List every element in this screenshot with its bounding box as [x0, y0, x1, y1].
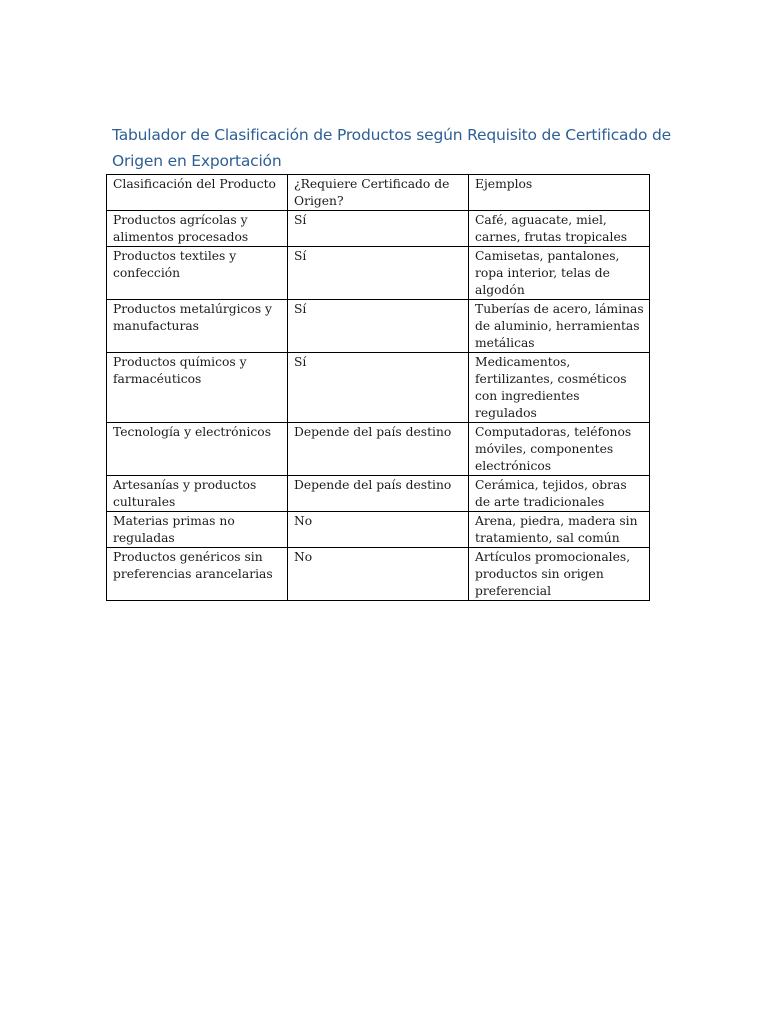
cell-examples: Café, aguacate, miel, carnes, frutas tropicales: [469, 211, 650, 247]
cell-classification: Tecnología y electrónicos: [107, 423, 288, 476]
cell-requires-certificate: Sí: [288, 211, 469, 247]
cell-examples: Artículos promocionales, productos sin origen preferencial: [469, 548, 650, 601]
cell-examples: Cerámica, tejidos, obras de arte tradicionales: [469, 476, 650, 512]
document-title: Tabulador de Clasificación de Productos según Requisito de Certificado de Origen en Exportación: [112, 126, 671, 170]
table-row: [107, 353, 650, 423]
header-classification: Clasificación del Producto: [107, 175, 288, 211]
header-requires-certificate: ¿Requiere Certificado de Origen?: [288, 175, 469, 211]
table-header-row: [107, 175, 650, 211]
cell-classification: Productos textiles y confección: [107, 247, 288, 300]
cell-classification: Productos metalúrgicos y manufacturas: [107, 300, 288, 353]
cell-classification: Productos químicos y farmacéuticos: [107, 353, 288, 423]
table-row: [107, 247, 650, 300]
table-row: [107, 548, 650, 601]
table-row: [107, 476, 650, 512]
cell-requires-certificate: Sí: [288, 300, 469, 353]
cell-examples: Computadoras, teléfonos móviles, componentes electrónicos: [469, 423, 650, 476]
cell-requires-certificate: No: [288, 512, 469, 548]
cell-classification: Productos genéricos sin preferencias arancelarias: [107, 548, 288, 601]
classification-table: [106, 174, 650, 601]
cell-requires-certificate: Depende del país destino: [288, 423, 469, 476]
cell-requires-certificate: Sí: [288, 353, 469, 423]
cell-classification: Productos agrícolas y alimentos procesados: [107, 211, 288, 247]
table-row: [107, 512, 650, 548]
cell-classification: Artesanías y productos culturales: [107, 476, 288, 512]
cell-requires-certificate: Depende del país destino: [288, 476, 469, 512]
header-examples: Ejemplos: [469, 175, 650, 211]
table-row: [107, 300, 650, 353]
table-row: [107, 423, 650, 476]
table-row: [107, 211, 650, 247]
cell-requires-certificate: Sí: [288, 247, 469, 300]
cell-examples: Arena, piedra, madera sin tratamiento, sal común: [469, 512, 650, 548]
cell-classification: Materias primas no reguladas: [107, 512, 288, 548]
cell-requires-certificate: No: [288, 548, 469, 601]
cell-examples: Tuberías de acero, láminas de aluminio, herramientas metálicas: [469, 300, 650, 353]
cell-examples: Camisetas, pantalones, ropa interior, telas de algodón: [469, 247, 650, 300]
cell-examples: Medicamentos, fertilizantes, cosméticos con ingredientes regulados: [469, 353, 650, 423]
